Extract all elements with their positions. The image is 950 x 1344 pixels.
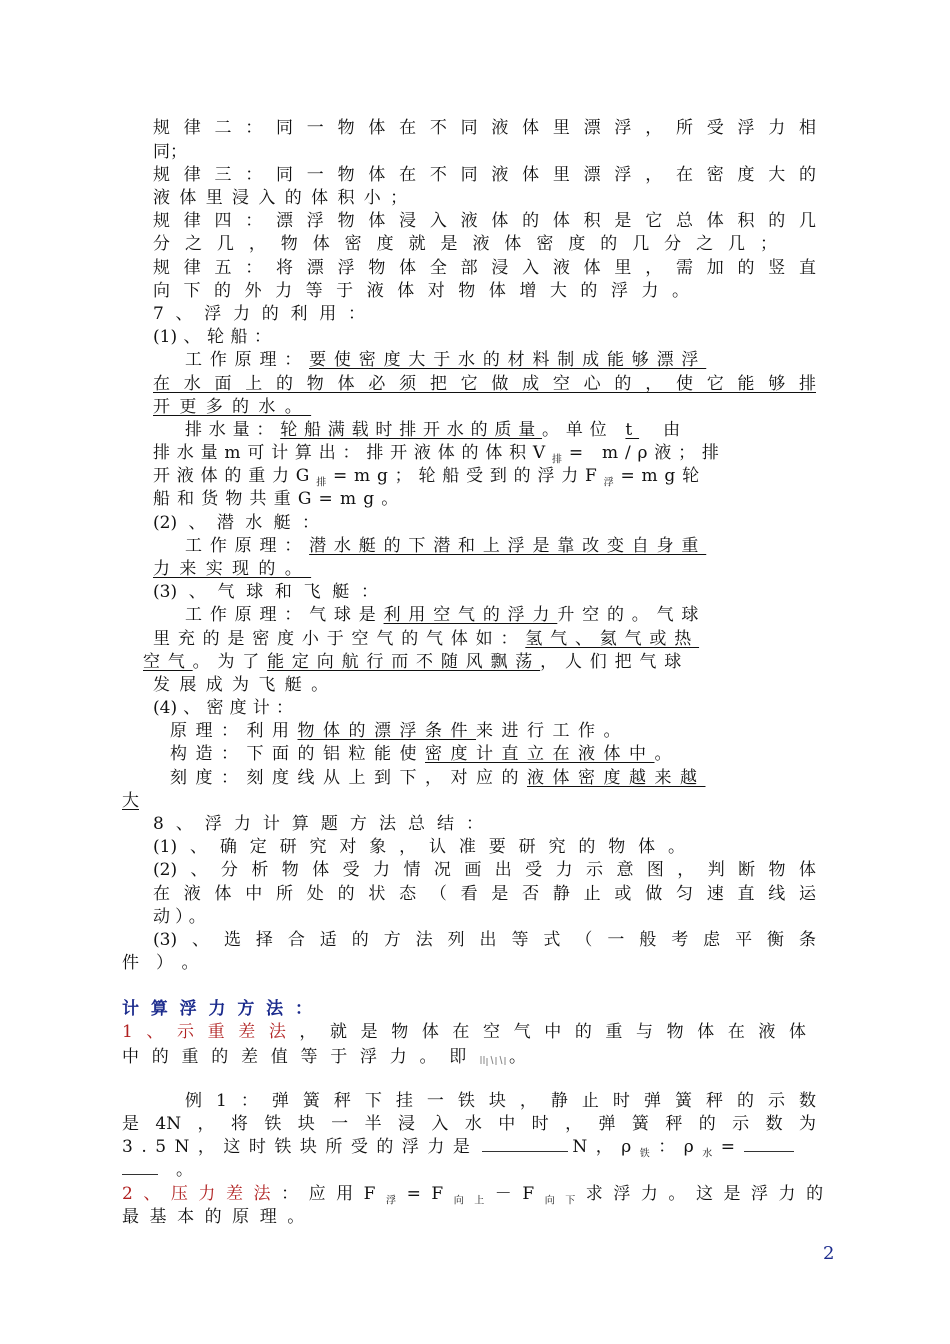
method1-line1: 1、示重差法，就是物体在空气中的重与物体在液体 bbox=[122, 1022, 820, 1042]
ship-principle-line3: 开更多的水。 bbox=[153, 397, 312, 417]
rule5-line1: 规律五：将漂浮物体全部浸入液体里，需加的竖直 bbox=[153, 258, 816, 278]
section8-heading: 8、浮力计算题方法总结： bbox=[153, 814, 483, 834]
answer-blank-2[interactable] bbox=[744, 1137, 794, 1152]
displacement-line3: 开液体的重力$G_排=mg$；轮船受到的浮力$F_浮=mg$轮 bbox=[153, 466, 706, 489]
ship-principle-text1: 要使密度大于水的材料制成能够漂浮 bbox=[309, 350, 707, 370]
submarine-heading: (2)、潜水艇： bbox=[153, 513, 319, 533]
hydrometer-scale-line2: 大 bbox=[122, 791, 139, 811]
balloon-line4: 发展成为飞艇。 bbox=[153, 675, 338, 695]
submarine-principle-line1: 工作原理：潜水艇的下潜和上浮是靠改变自身重 bbox=[185, 536, 707, 556]
balloon-heading: (3)、气球和飞艇： bbox=[153, 582, 378, 602]
displacement-line2: 排水量m可计算出：排开液体的体积$V_排= m/\rho$液；排 bbox=[153, 443, 726, 466]
section7-heading: 7、浮力的利用： bbox=[153, 304, 365, 324]
displacement-tail: 由 bbox=[663, 420, 687, 440]
step2-line2: 在液体中所处的状态（看是否静止或做匀速直线运 bbox=[153, 884, 816, 904]
displacement-unit: t bbox=[625, 420, 640, 440]
step2-line1: (2)、分析物体受力情况画出受力示意图，判断物体 bbox=[153, 860, 816, 880]
ship-principle-line1 bbox=[185, 348, 816, 372]
displacement-label: 排水量： bbox=[185, 420, 281, 440]
ship-principle-label: 工作原理： bbox=[185, 350, 310, 370]
example1-line1: 例1：弹簧秤下挂一铁块，静止时弹簧秤的示数 bbox=[185, 1091, 816, 1111]
rule5-line2: 向下的外力等于液体对物体增大的浮力。 bbox=[153, 281, 689, 301]
rule4-line2: 分之几，物体密度就是液体密度的几分之几； bbox=[153, 234, 777, 254]
ship-principle-line2: 在水面上的物体必须把它做成空心的，使它能够排 bbox=[153, 374, 816, 394]
answer-blank-1[interactable] bbox=[482, 1137, 568, 1152]
rule2-line2: 同； bbox=[153, 142, 187, 162]
example1-line4: 。 bbox=[122, 1158, 193, 1182]
rule2-line1: 规律二：同一物体在不同液体里漂浮，所受浮力相 bbox=[153, 118, 816, 138]
step1: (1)、确定研究对象，认准要研究的物体。 bbox=[153, 837, 685, 857]
rule3-line2: 液体里浸入的体积小； bbox=[153, 188, 417, 208]
displacement-line1 bbox=[185, 418, 816, 442]
displacement-line4: 船和货物共重G=mg。 bbox=[153, 489, 406, 509]
page-number: 2 bbox=[823, 1243, 835, 1264]
method1-line2: 中的重的差值等于浮力。即 。 bbox=[122, 1047, 539, 1067]
method2-line2: 最基本的原理。 bbox=[122, 1207, 315, 1227]
displacement-unit-label: 。单位 bbox=[542, 420, 614, 440]
hydrometer-heading: (4)、密度计： bbox=[153, 698, 293, 718]
formula-image bbox=[479, 1051, 509, 1065]
rule3-line1: 规律三：同一物体在不同液体里漂浮，在密度大的 bbox=[153, 165, 816, 185]
balloon-line1: 工作原理：气球是利用空气的浮力升空的。气球 bbox=[185, 605, 707, 625]
step3-line2: 件）。 bbox=[122, 953, 216, 973]
example1-line2: 是4N，将铁块一半浸入水中时，弹簧秤的示数为 bbox=[122, 1114, 816, 1134]
method2-line1: 2、压力差法：应用$F_浮=F_{向上}-F_{向下}$求浮力。这是浮力的 bbox=[122, 1184, 834, 1207]
example1-line3: 3.5N，这时铁块所受的浮力是 N，$\rho_铁$：$\rho_水=$ bbox=[122, 1135, 832, 1159]
hydrometer-principle: 原理：利用物体的漂浮条件来进行工作。 bbox=[170, 721, 629, 741]
balloon-line2: 里充的是密度小于空气的气体如：氢气、氦气或热 bbox=[153, 629, 700, 649]
hydrometer-scale-line1: 刻度：刻度线从上到下，对应的液体密度越来越 bbox=[170, 768, 706, 788]
answer-blank-2-cont[interactable] bbox=[122, 1160, 158, 1175]
methods-title: 计算浮力方法： bbox=[122, 999, 312, 1019]
submarine-principle-line2: 力来实现的。 bbox=[153, 559, 312, 579]
ship-heading: (1)、轮船： bbox=[153, 327, 271, 347]
step3-line1: (3)、选择合适的方法列出等式（一般考虑平衡条 bbox=[153, 930, 816, 950]
hydrometer-structure: 构造：下面的铝粒能使密度计直立在液体中。 bbox=[170, 744, 680, 764]
balloon-line3: 空气。为了能定向航行而不随风飘荡，人们把气球 bbox=[143, 652, 690, 672]
rule4-line1: 规律四：漂浮物体浸入液体的体积是它总体积的几 bbox=[153, 211, 816, 231]
step2-line3: 动）。 bbox=[153, 907, 211, 927]
displacement-definition: 轮船满载时排开水的质量 bbox=[280, 420, 543, 440]
formula-glyph-icon bbox=[479, 1054, 509, 1068]
